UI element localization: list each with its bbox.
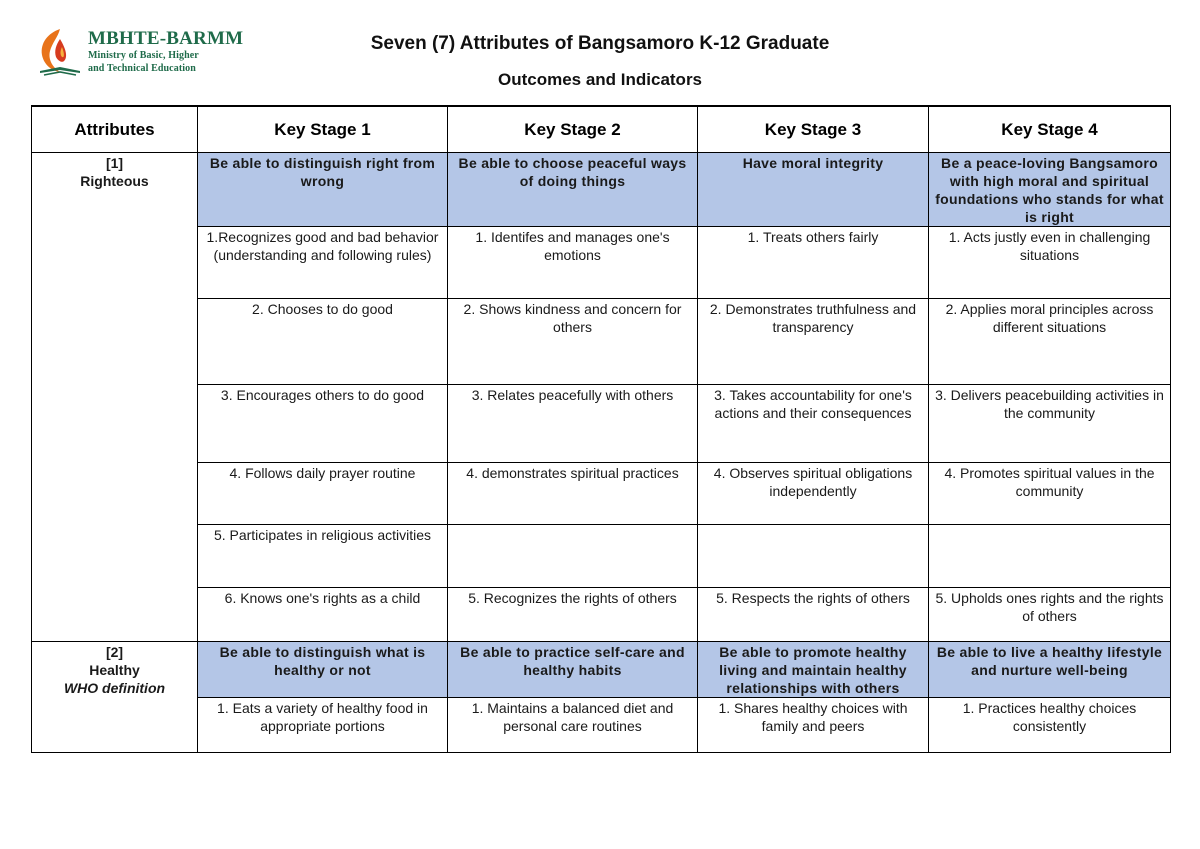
header-key-stage-2: Key Stage 2 <box>448 106 698 152</box>
attribute-number: [1] <box>105 154 124 171</box>
attribute-definition: WHO definition <box>63 679 166 696</box>
indicator-cell <box>698 524 929 587</box>
outcome-cell: Be able to practice self-care and healthy habits <box>448 641 698 697</box>
indicator-cell: 6. Knows one's rights as a child <box>198 587 448 641</box>
header-key-stage-4: Key Stage 4 <box>929 106 1171 152</box>
page-subtitle: Outcomes and Indicators <box>497 70 703 89</box>
indicator-cell: 1. Practices healthy choices consistently <box>929 697 1171 752</box>
indicator-cell: 5. Recognizes the rights of others <box>448 587 698 641</box>
indicator-row <box>32 524 1171 587</box>
indicator-row <box>32 587 1171 641</box>
indicator-cell: 1. Treats others fairly <box>698 226 929 298</box>
indicator-cell: 2. Demonstrates truthfulness and transparency <box>698 298 929 384</box>
outcome-cell: Be a peace-loving Bangsamoro with high moral and spiritual foundations who stands for what is right <box>929 152 1171 226</box>
indicator-cell: 5. Upholds ones rights and the rights of others <box>929 587 1171 641</box>
indicator-cell: 3. Delivers peacebuilding activities in the community <box>929 384 1171 462</box>
indicator-row <box>32 697 1171 752</box>
indicator-cell <box>198 226 448 298</box>
indicator-row <box>32 462 1171 524</box>
indicator-cell: 1. Eats a variety of healthy food in appropriate portions <box>198 697 448 752</box>
outcome-cell: Be able to promote healthy living and maintain healthy relationships with others <box>698 641 929 697</box>
attribute-number: [2] <box>105 643 124 660</box>
indicator-cell: 3. Relates peacefully with others <box>448 384 698 462</box>
indicator-cell: 4. Follows daily prayer routine <box>198 462 448 524</box>
header-key-stage-3: Key Stage 3 <box>698 106 929 152</box>
outcome-cell: Be able to distinguish what is healthy or not <box>198 641 448 697</box>
logo-subtitle-line1: Ministry of Basic, Higher <box>88 49 199 61</box>
outcome-cell: Be able to choose peaceful ways of doing things <box>448 152 698 226</box>
outcome-cell: Have moral integrity <box>698 152 929 226</box>
outcome-cell: Be able to distinguish right from wrong <box>198 152 448 226</box>
indicator-cell: 5. Respects the rights of others <box>698 587 929 641</box>
indicator-cell <box>929 524 1171 587</box>
indicator-cell: 2. Chooses to do good <box>198 298 448 384</box>
logo-subtitle-line2: and Technical Education <box>88 62 196 74</box>
indicator-cell: 5. Participates in religious activities <box>198 524 448 587</box>
attributes-table <box>31 105 1171 753</box>
indicator-cell: 1. Acts justly even in challenging situations <box>929 226 1171 298</box>
indicator-cell: 3. Takes accountability for one's actions and their consequences <box>698 384 929 462</box>
attribute-name: Healthy <box>89 661 140 678</box>
outcome-cell: Be able to live a healthy lifestyle and nurture well-being <box>929 641 1171 697</box>
indicator-cell: 2. Applies moral principles across different situations <box>929 298 1171 384</box>
outcome-row <box>32 152 1171 226</box>
attribute-cell <box>32 152 198 641</box>
header-row <box>32 106 1171 152</box>
indicator-cell: 3. Encourages others to do good <box>198 384 448 462</box>
indicator-cell: 4. demonstrates spiritual practices <box>448 462 698 524</box>
indicator-row <box>32 384 1171 462</box>
indicator-row <box>32 298 1171 384</box>
indicator-cell: 1. Identifes and manages one's emotions <box>448 226 698 298</box>
page-title: Seven (7) Attributes of Bangsamoro K-12 Graduate <box>370 33 830 54</box>
header-attributes: Attributes <box>32 106 198 152</box>
indicator-cell: 2. Shows kindness and concern for others <box>448 298 698 384</box>
indicator-cell <box>448 524 698 587</box>
indicator-cell: 4. Promotes spiritual values in the community <box>929 462 1171 524</box>
attribute-cell <box>32 641 198 752</box>
outcome-row <box>32 641 1171 697</box>
indicator-cell: 1. Maintains a balanced diet and personal care routines <box>448 697 698 752</box>
indicator-text: 1.Recognizes good and bad behavior (understanding and following rules) <box>206 228 439 263</box>
indicator-row <box>32 226 1171 298</box>
header-key-stage-1: Key Stage 1 <box>198 106 448 152</box>
attribute-name: Righteous <box>80 172 149 189</box>
logo-name: MBHTE-BARMM <box>88 27 244 49</box>
indicator-cell: 4. Observes spiritual obligations independently <box>698 462 929 524</box>
indicator-cell: 1. Shares healthy choices with family and peers <box>698 697 929 752</box>
